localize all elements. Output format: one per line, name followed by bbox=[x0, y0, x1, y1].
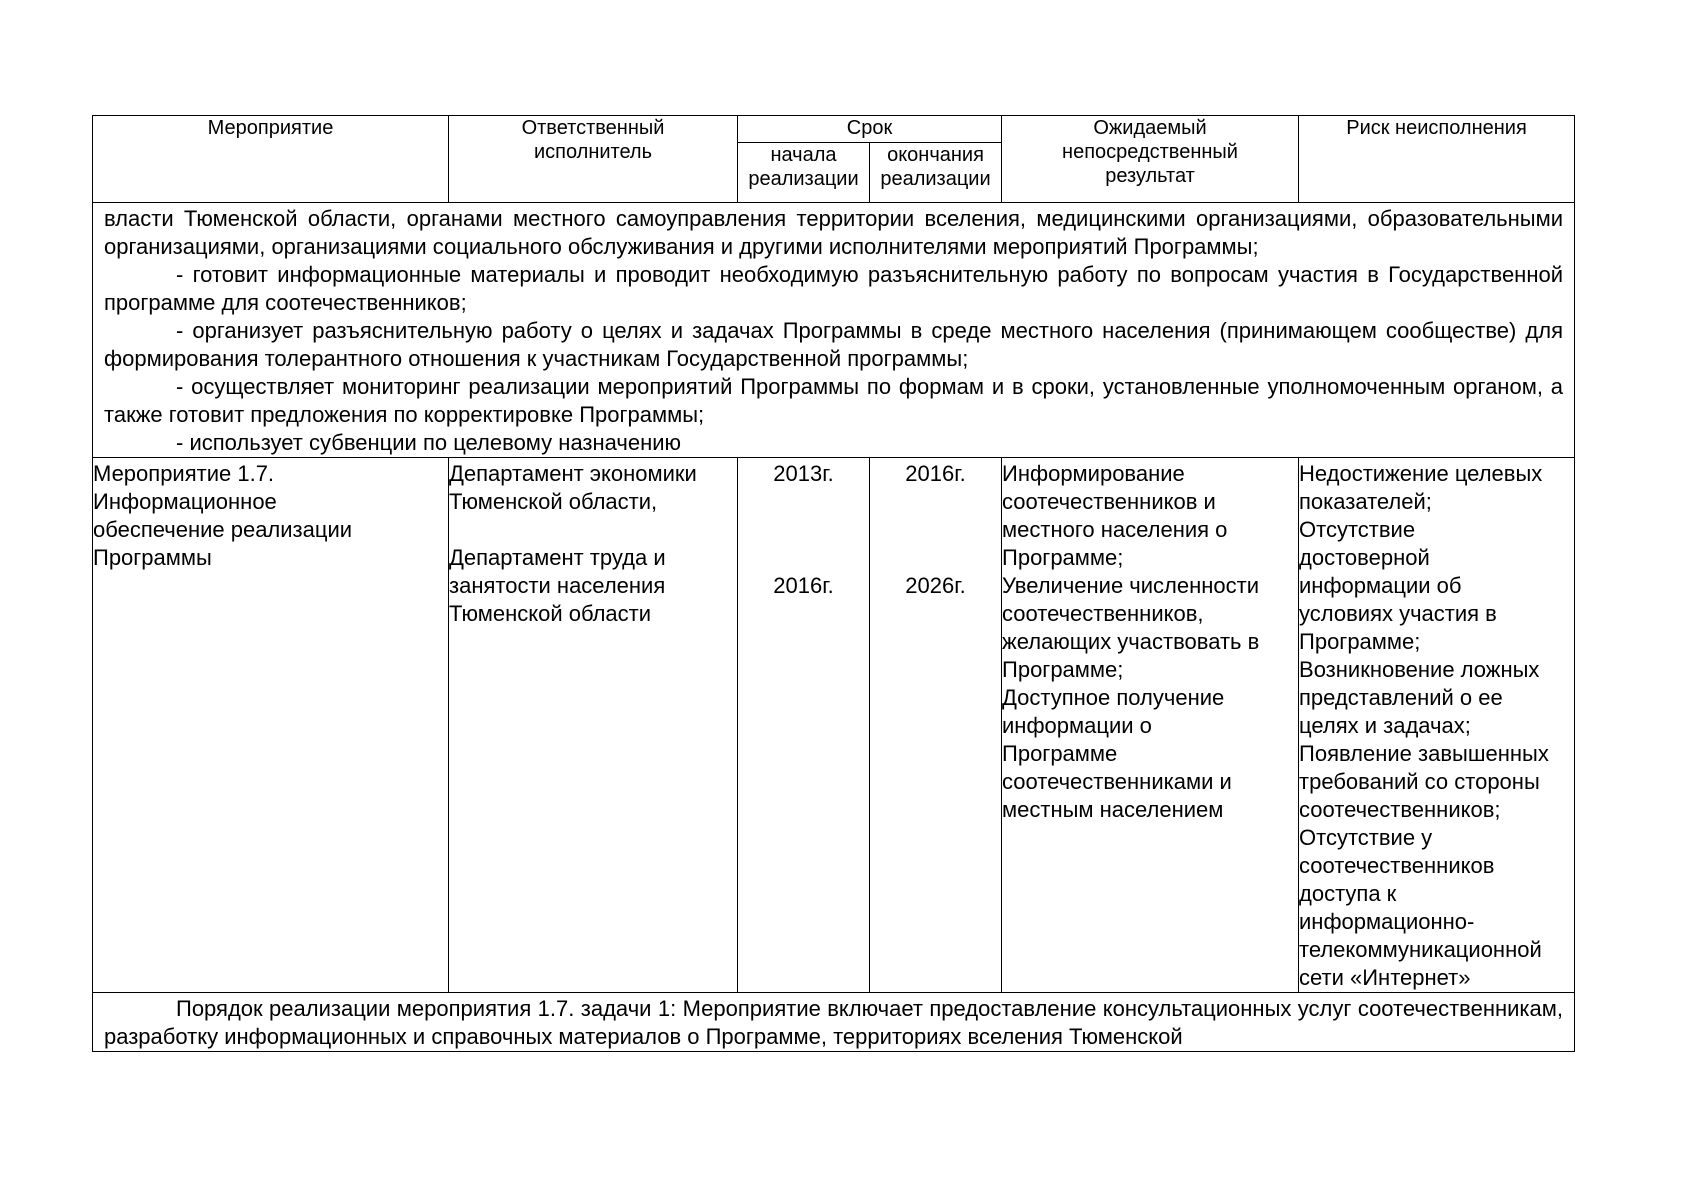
responsible-2-line: занятости населения bbox=[449, 573, 666, 598]
risk-line: информации об bbox=[1299, 573, 1462, 598]
footer-text-cell bbox=[93, 993, 1575, 1052]
header-result-line2: непосредственный bbox=[1062, 141, 1238, 163]
expected-result-line: информации о bbox=[1002, 713, 1152, 738]
header-start bbox=[738, 142, 870, 202]
risk-line: информационно- bbox=[1299, 909, 1475, 934]
event-title-line: Мероприятие 1.7. bbox=[93, 461, 275, 486]
responsible-1-line: Департамент экономики bbox=[449, 461, 697, 486]
header-event: Мероприятие bbox=[93, 116, 449, 203]
expected-result bbox=[1002, 458, 1298, 824]
header-end-line2: реализации bbox=[880, 167, 991, 190]
risk-line: Недостижение целевых bbox=[1299, 461, 1543, 486]
expected-result-line: Программе; bbox=[1002, 545, 1124, 570]
responsible-1 bbox=[449, 460, 737, 516]
start-date-cell bbox=[738, 458, 870, 993]
footer-row bbox=[93, 993, 1575, 1052]
responsible-list bbox=[449, 458, 737, 628]
risk-cell bbox=[1299, 458, 1575, 993]
continuation-paragraph-3: - организует разъяснительную работу о целях и задачах Программы в среде местного населения (принимающем сообществе) для формирования толерантного отношения к участникам Государственной программы; bbox=[104, 318, 1564, 371]
continuation-paragraph-5: - использует субвенции по целевому назначению bbox=[176, 430, 682, 455]
continuation-paragraph-4: - осуществляет мониторинг реализации мероприятий Программы по формам и в сроки, установленные уполномоченным органом, а также готовит предложения по корректировке Программы; bbox=[104, 374, 1564, 427]
footer-paragraph: Порядок реализации мероприятия 1.7. задачи 1: Мероприятие включает предоставление консультационных услуг соотечественникам, разработку информационных и справочных материалов о Программе, территориях вселения Тюменской bbox=[104, 996, 1564, 1049]
continuation-text bbox=[93, 203, 1575, 458]
expected-result-line: соотечественниками и bbox=[1002, 769, 1232, 794]
risk-line: телекоммуникационной bbox=[1299, 937, 1542, 962]
expected-result-line: Программе bbox=[1002, 741, 1118, 766]
expected-result-line: Программе; bbox=[1002, 657, 1124, 682]
expected-result-line: Информирование bbox=[1002, 461, 1185, 486]
event-title bbox=[93, 458, 448, 572]
header-result-line3: результат bbox=[1105, 165, 1195, 187]
end-date-1: 2016г. bbox=[905, 461, 966, 486]
event-cell bbox=[93, 458, 449, 993]
document-page bbox=[92, 115, 1574, 1052]
risk-line: соотечественников bbox=[1299, 853, 1495, 878]
header-responsible-line1: Ответственный bbox=[521, 117, 665, 139]
continuation-paragraph-2: - готовит информационные материалы и проводит необходимую разъяснительную работу по вопросам участия в Государственной программе для соотечественников; bbox=[104, 262, 1564, 315]
event-title-line: Информационное bbox=[93, 489, 277, 514]
responsible-cell bbox=[449, 458, 738, 993]
header-end-line1: окончания bbox=[887, 143, 984, 166]
header-end bbox=[870, 142, 1002, 202]
risk-line: требований со стороны bbox=[1299, 769, 1540, 794]
header-result bbox=[1002, 116, 1299, 203]
header-result-line1: Ожидаемый bbox=[1093, 117, 1207, 139]
expected-result-line: соотечественников и bbox=[1002, 489, 1216, 514]
end-date-cell bbox=[870, 458, 1002, 993]
expected-result-line: местного населения о bbox=[1002, 517, 1228, 542]
expected-result-line: желающих участвовать в bbox=[1002, 629, 1260, 654]
continuation-row bbox=[93, 203, 1575, 458]
risk-line: показателей; bbox=[1299, 489, 1432, 514]
risk-line: достоверной bbox=[1299, 545, 1430, 570]
risk-line: Отсутствие у bbox=[1299, 825, 1433, 850]
risk-line: Программе; bbox=[1299, 629, 1421, 654]
header-term: Срок bbox=[738, 116, 1002, 143]
header-risk: Риск неисполнения bbox=[1299, 116, 1575, 203]
risk-list bbox=[1299, 458, 1574, 992]
risk-line: Отсутствие bbox=[1299, 517, 1416, 542]
end-date-2: 2026г. bbox=[905, 573, 966, 598]
start-date-1: 2013г. bbox=[773, 461, 834, 486]
table-row bbox=[93, 458, 1575, 993]
responsible-2-line: Департамент труда и bbox=[449, 545, 666, 570]
continuation-paragraph-1: власти Тюменской области, органами местного самоуправления территории вселения, медицинскими организациями, образовательными организациями, организациями социального обслуживания и другими исполнителями мероприятий Программы; bbox=[104, 206, 1564, 259]
expected-result-line: местным населением bbox=[1002, 797, 1224, 822]
risk-line: Появление завышенных bbox=[1299, 741, 1549, 766]
risk-line: соотечественников; bbox=[1299, 797, 1501, 822]
expected-result-line: Доступное получение bbox=[1002, 685, 1225, 710]
table-header-row bbox=[93, 116, 1575, 143]
responsible-2 bbox=[449, 544, 737, 628]
header-responsible-line2: исполнитель bbox=[533, 141, 653, 163]
expected-result-line: соотечественников, bbox=[1002, 601, 1204, 626]
risk-line: целях и задачах; bbox=[1299, 713, 1471, 738]
risk-line: условиях участия в bbox=[1299, 601, 1497, 626]
header-start-line1: начала bbox=[770, 143, 837, 166]
event-title-line: Программы bbox=[93, 545, 212, 570]
expected-result-line: Увеличение численности bbox=[1002, 573, 1260, 598]
risk-line: представлений о ее bbox=[1299, 685, 1503, 710]
start-date-2: 2016г. bbox=[773, 573, 834, 598]
responsible-2-line: Тюменской области bbox=[449, 601, 652, 626]
event-title-line: обеспечение реализации bbox=[93, 517, 353, 542]
result-cell bbox=[1002, 458, 1299, 993]
risk-line: сети «Интернет» bbox=[1299, 965, 1471, 990]
responsible-1-line: Тюменской области, bbox=[449, 489, 658, 514]
risk-line: доступа к bbox=[1299, 881, 1397, 906]
risk-line: Возникновение ложных bbox=[1299, 657, 1540, 682]
program-table bbox=[92, 115, 1575, 1052]
header-start-line2: реализации bbox=[748, 167, 859, 190]
header-responsible bbox=[449, 116, 738, 203]
